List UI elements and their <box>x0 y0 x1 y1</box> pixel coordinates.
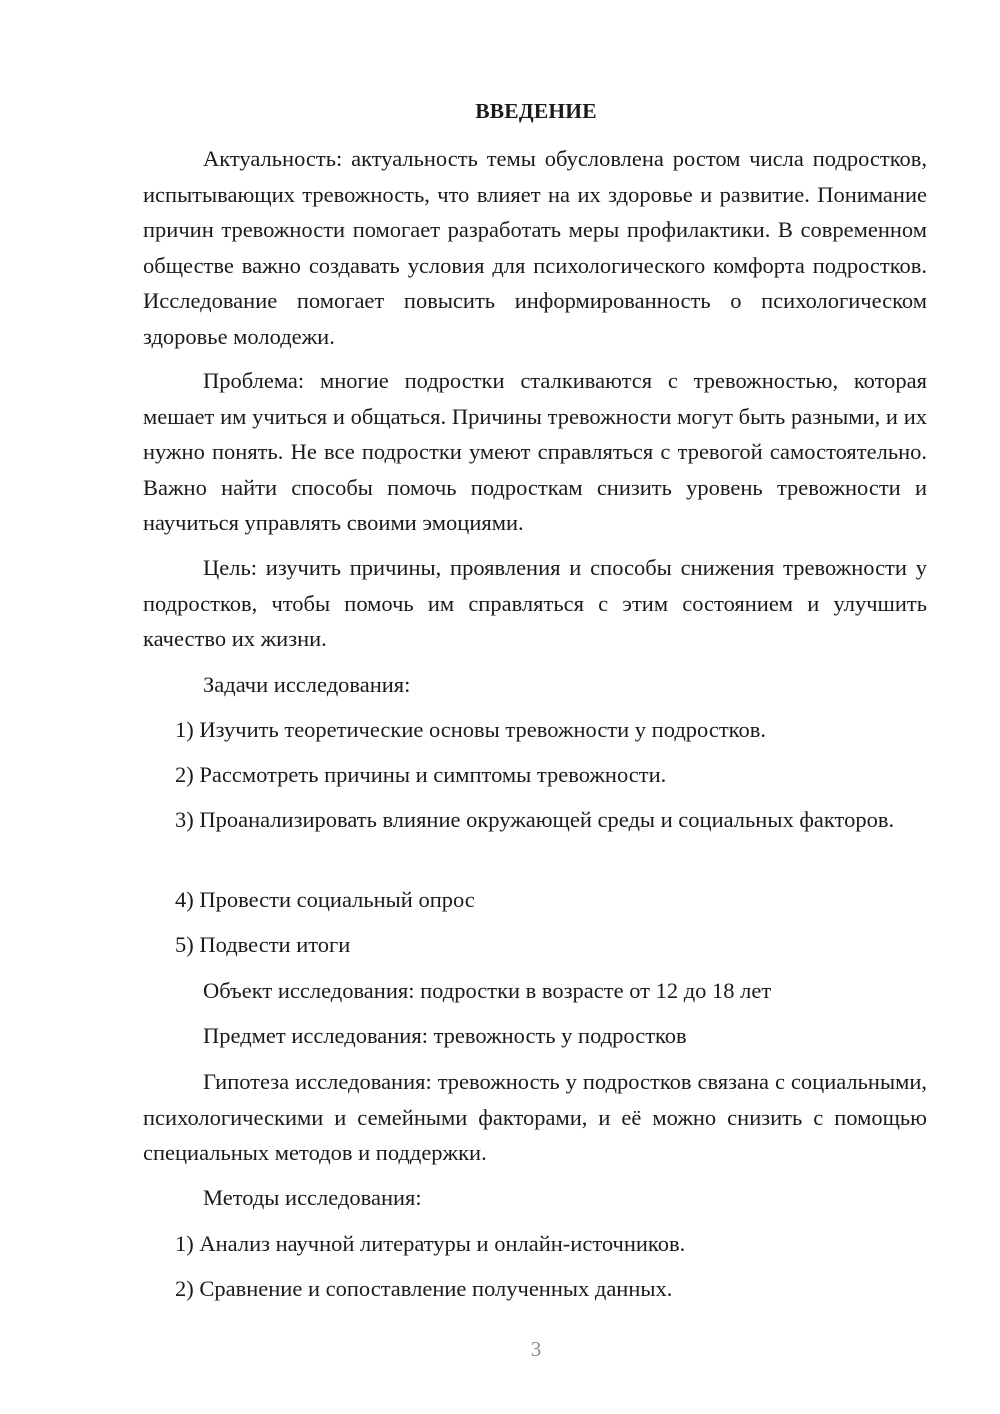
task-item-1: 1) Изучить теоретические основы тревожности у подростков. <box>175 717 766 742</box>
task-item-5: 5) Подвести итоги <box>175 932 351 957</box>
task-item-2: 2) Рассмотреть причины и симптомы тревожности. <box>175 762 667 787</box>
relevance-block <box>143 141 927 354</box>
task-item-3: 3) Проанализировать влияние окружающей среды и социальных факторов. <box>175 807 895 832</box>
method-2-block <box>143 1271 927 1307</box>
problem-paragraph: Проблема: многие подростки сталкиваются с тревожностью, которая мешает им учиться и общаться. Причины тревожности могут быть разными, и их нужно понять. Не все подростки умеют справляться с тревогой самостоятельно. Важно найти способы помочь подросткам снизить уровень тревожности и научиться управлять своими эмоциями. <box>143 368 927 535</box>
task-1-block <box>143 712 927 748</box>
tasks-heading-block <box>143 667 927 703</box>
research-subject: Предмет исследования: тревожность у подростков <box>203 1023 687 1048</box>
methods-heading: Методы исследования: <box>203 1185 422 1210</box>
relevance-paragraph: Актуальность: актуальность темы обусловлена ростом числа подростков, испытывающих тревожность, что влияет на их здоровье и развитие. Понимание причин тревожности помогает разработать меры профилактики. В современном обществе важно создавать условия для психологического комфорта подростков. Исследование помогает повысить информированность о психологическом здоровье молодежи. <box>143 146 927 349</box>
goal-block <box>143 550 927 657</box>
problem-block <box>143 363 927 541</box>
object-block <box>143 973 927 1009</box>
section-heading: ВВЕДЕНИЕ <box>475 99 597 123</box>
task-item-4: 4) Провести социальный опрос <box>175 887 475 912</box>
hypothesis-paragraph: Гипотеза исследования: тревожность у подростков связана с социальными, психологическими и семейными факторами, и её можно снизить с помощью специальных методов и поддержки. <box>143 1069 927 1165</box>
task-5-block <box>143 927 927 963</box>
tasks-heading: Задачи исследования: <box>203 672 411 697</box>
task-4-block <box>143 882 927 918</box>
methods-heading-block <box>143 1180 927 1216</box>
task-2-block <box>143 757 927 793</box>
research-object: Объект исследования: подростки в возрасте от 12 до 18 лет <box>203 978 772 1003</box>
hypothesis-block <box>143 1064 927 1171</box>
goal-paragraph: Цель: изучить причины, проявления и способы снижения тревожности у подростков, чтобы помочь им справляться с этим состоянием и улучшить качество их жизни. <box>143 555 927 651</box>
method-item-1: 1) Анализ научной литературы и онлайн-источников. <box>175 1231 686 1256</box>
method-1-block <box>143 1226 927 1262</box>
method-item-2: 2) Сравнение и сопоставление полученных данных. <box>175 1276 673 1301</box>
subject-block <box>143 1018 927 1054</box>
page-number: 3 <box>530 1337 542 1361</box>
task-3-block <box>143 802 927 838</box>
